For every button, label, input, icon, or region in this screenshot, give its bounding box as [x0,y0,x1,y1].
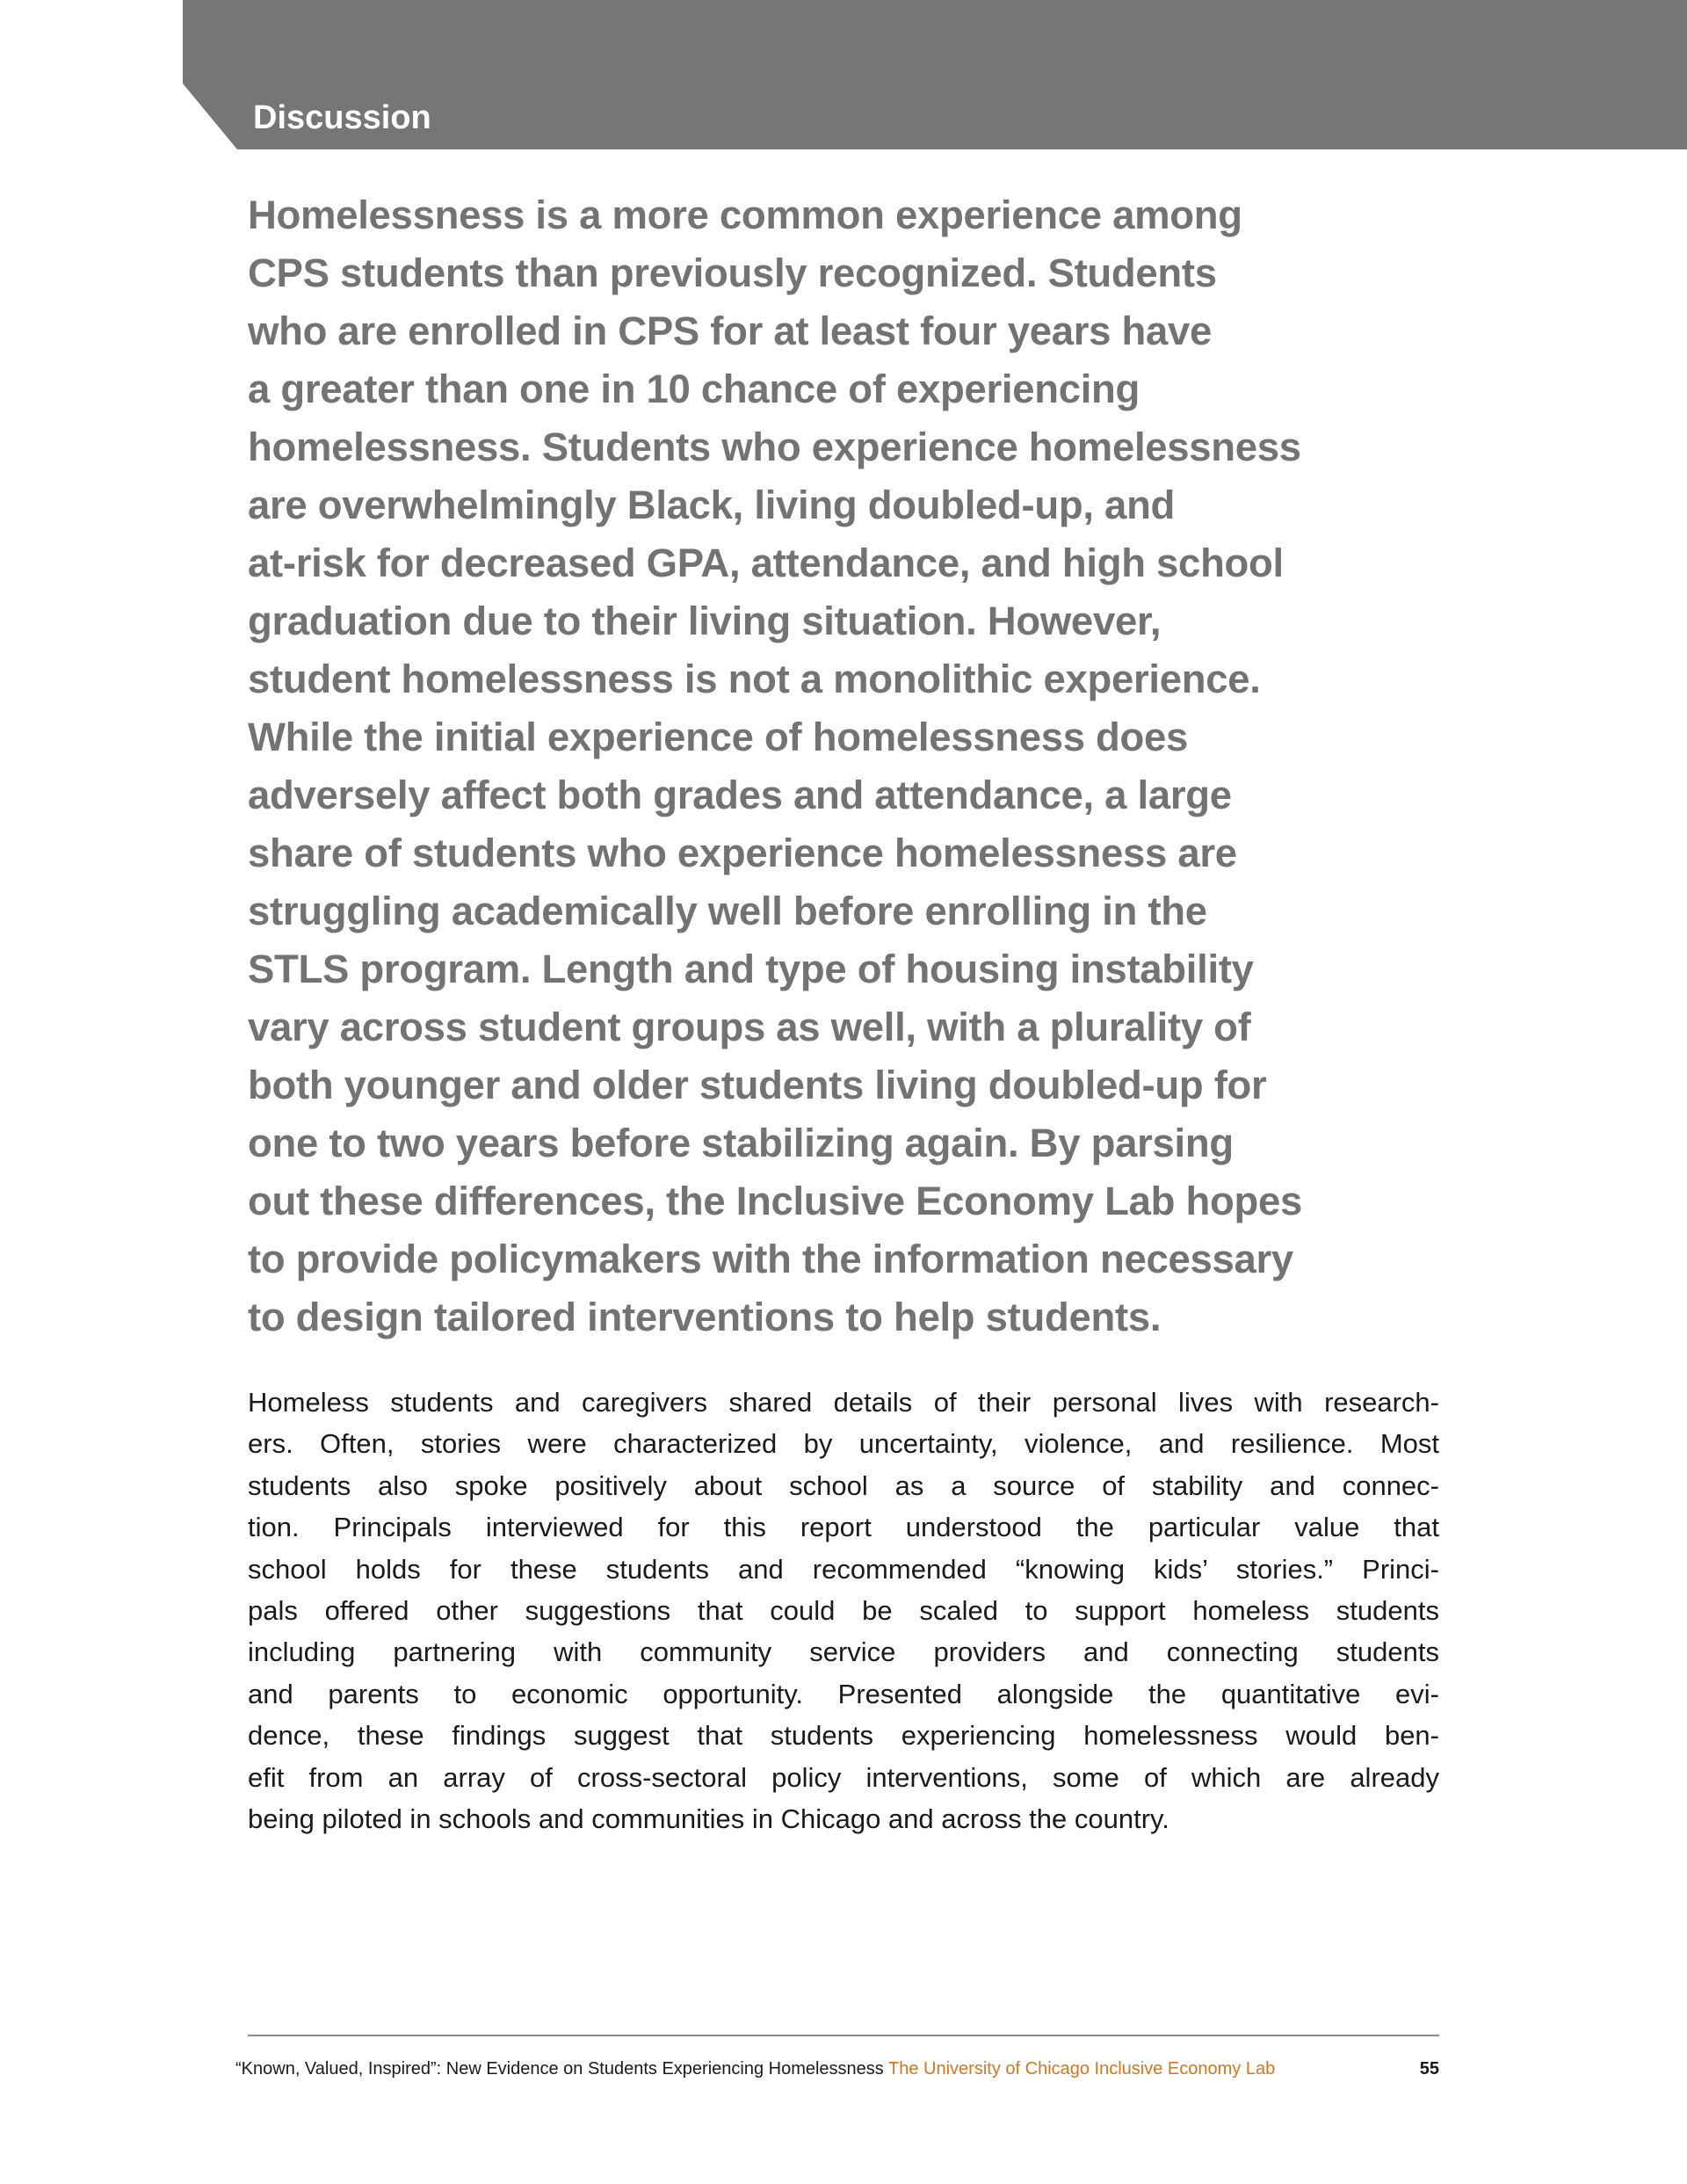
footer-divider [248,2035,1439,2036]
body-paragraph [248,1382,1439,1839]
lead-line: homelessness. Students who experience homelessness [248,424,1301,469]
body-line: school holds for these students and recommended “knowing kids’ stories.” Princi- [248,1553,1439,1585]
lead-line: STLS program. Length and type of housing instability [248,947,1254,991]
lead-line: Homelessness is a more common experience among [248,192,1242,237]
body-line: students also spoke positively about school as a source of stability and connec- [248,1469,1439,1501]
footer-report-title: “Known, Valued, Inspired”: New Evidence on Students Experiencing Homelessness [235,2059,884,2079]
body-line: dence, these findings suggest that students experiencing homelessness would ben- [248,1720,1439,1752]
footer-organization: The University of Chicago Inclusive Economy Lab [888,2059,1276,2079]
lead-line: vary across student groups as well, with a plurality of [248,1005,1251,1049]
lead-line: both younger and older students living doubled-up for [248,1063,1267,1107]
lead-line: a greater than one in 10 chance of experiencing [248,366,1140,411]
lead-line: one to two years before stabilizing again. By parsing [248,1121,1234,1165]
body-line: Homeless students and caregivers shared details of their personal lives with research- [248,1387,1439,1418]
page-footer [235,2059,1439,2079]
lead-line: to provide policymakers with the information necessary [248,1237,1293,1281]
footer-citation [235,2059,1275,2079]
body-line: including partnering with community service providers and connecting students [248,1636,1439,1668]
lead-paragraph [248,186,1478,1346]
lead-line: graduation due to their living situation. However, [248,599,1162,643]
lead-line: CPS students than previously recognized. Students [248,250,1217,295]
body-line: being piloted in schools and communities in Chicago and across the country. [248,1803,1169,1835]
lead-line: to design tailored interventions to help students. [248,1295,1162,1339]
lead-line: out these differences, the Inclusive Economy Lab hopes [248,1179,1302,1223]
body-line: ers. Often, stories were characterized by uncertainty, violence, and resilience. Most [248,1428,1439,1460]
lead-line: struggling academically well before enrolling in the [248,889,1207,933]
body-line: and parents to economic opportunity. Presented alongside the quantitative evi- [248,1678,1439,1709]
body-line: tion. Principals interviewed for this report understood the particular value that [248,1512,1439,1543]
lead-line: are overwhelmingly Black, living doubled-up, and [248,483,1176,527]
lead-line: adversely affect both grades and attendance, a large [248,773,1232,817]
lead-line: While the initial experience of homelessness does [248,715,1189,759]
lead-line: at-risk for decreased GPA, attendance, and high school [248,541,1284,585]
section-title: Discussion [253,99,431,136]
lead-line: student homelessness is not a monolithic experience. [248,657,1261,701]
lead-line: who are enrolled in CPS for at least four years have [248,308,1212,353]
body-line: efit from an array of cross-sectoral policy interventions, some of which are already [248,1761,1439,1793]
page-number: 55 [1419,2059,1439,2079]
lead-line: share of students who experience homelessness are [248,831,1237,875]
body-line: pals offered other suggestions that could be scaled to support homeless students [248,1595,1439,1627]
